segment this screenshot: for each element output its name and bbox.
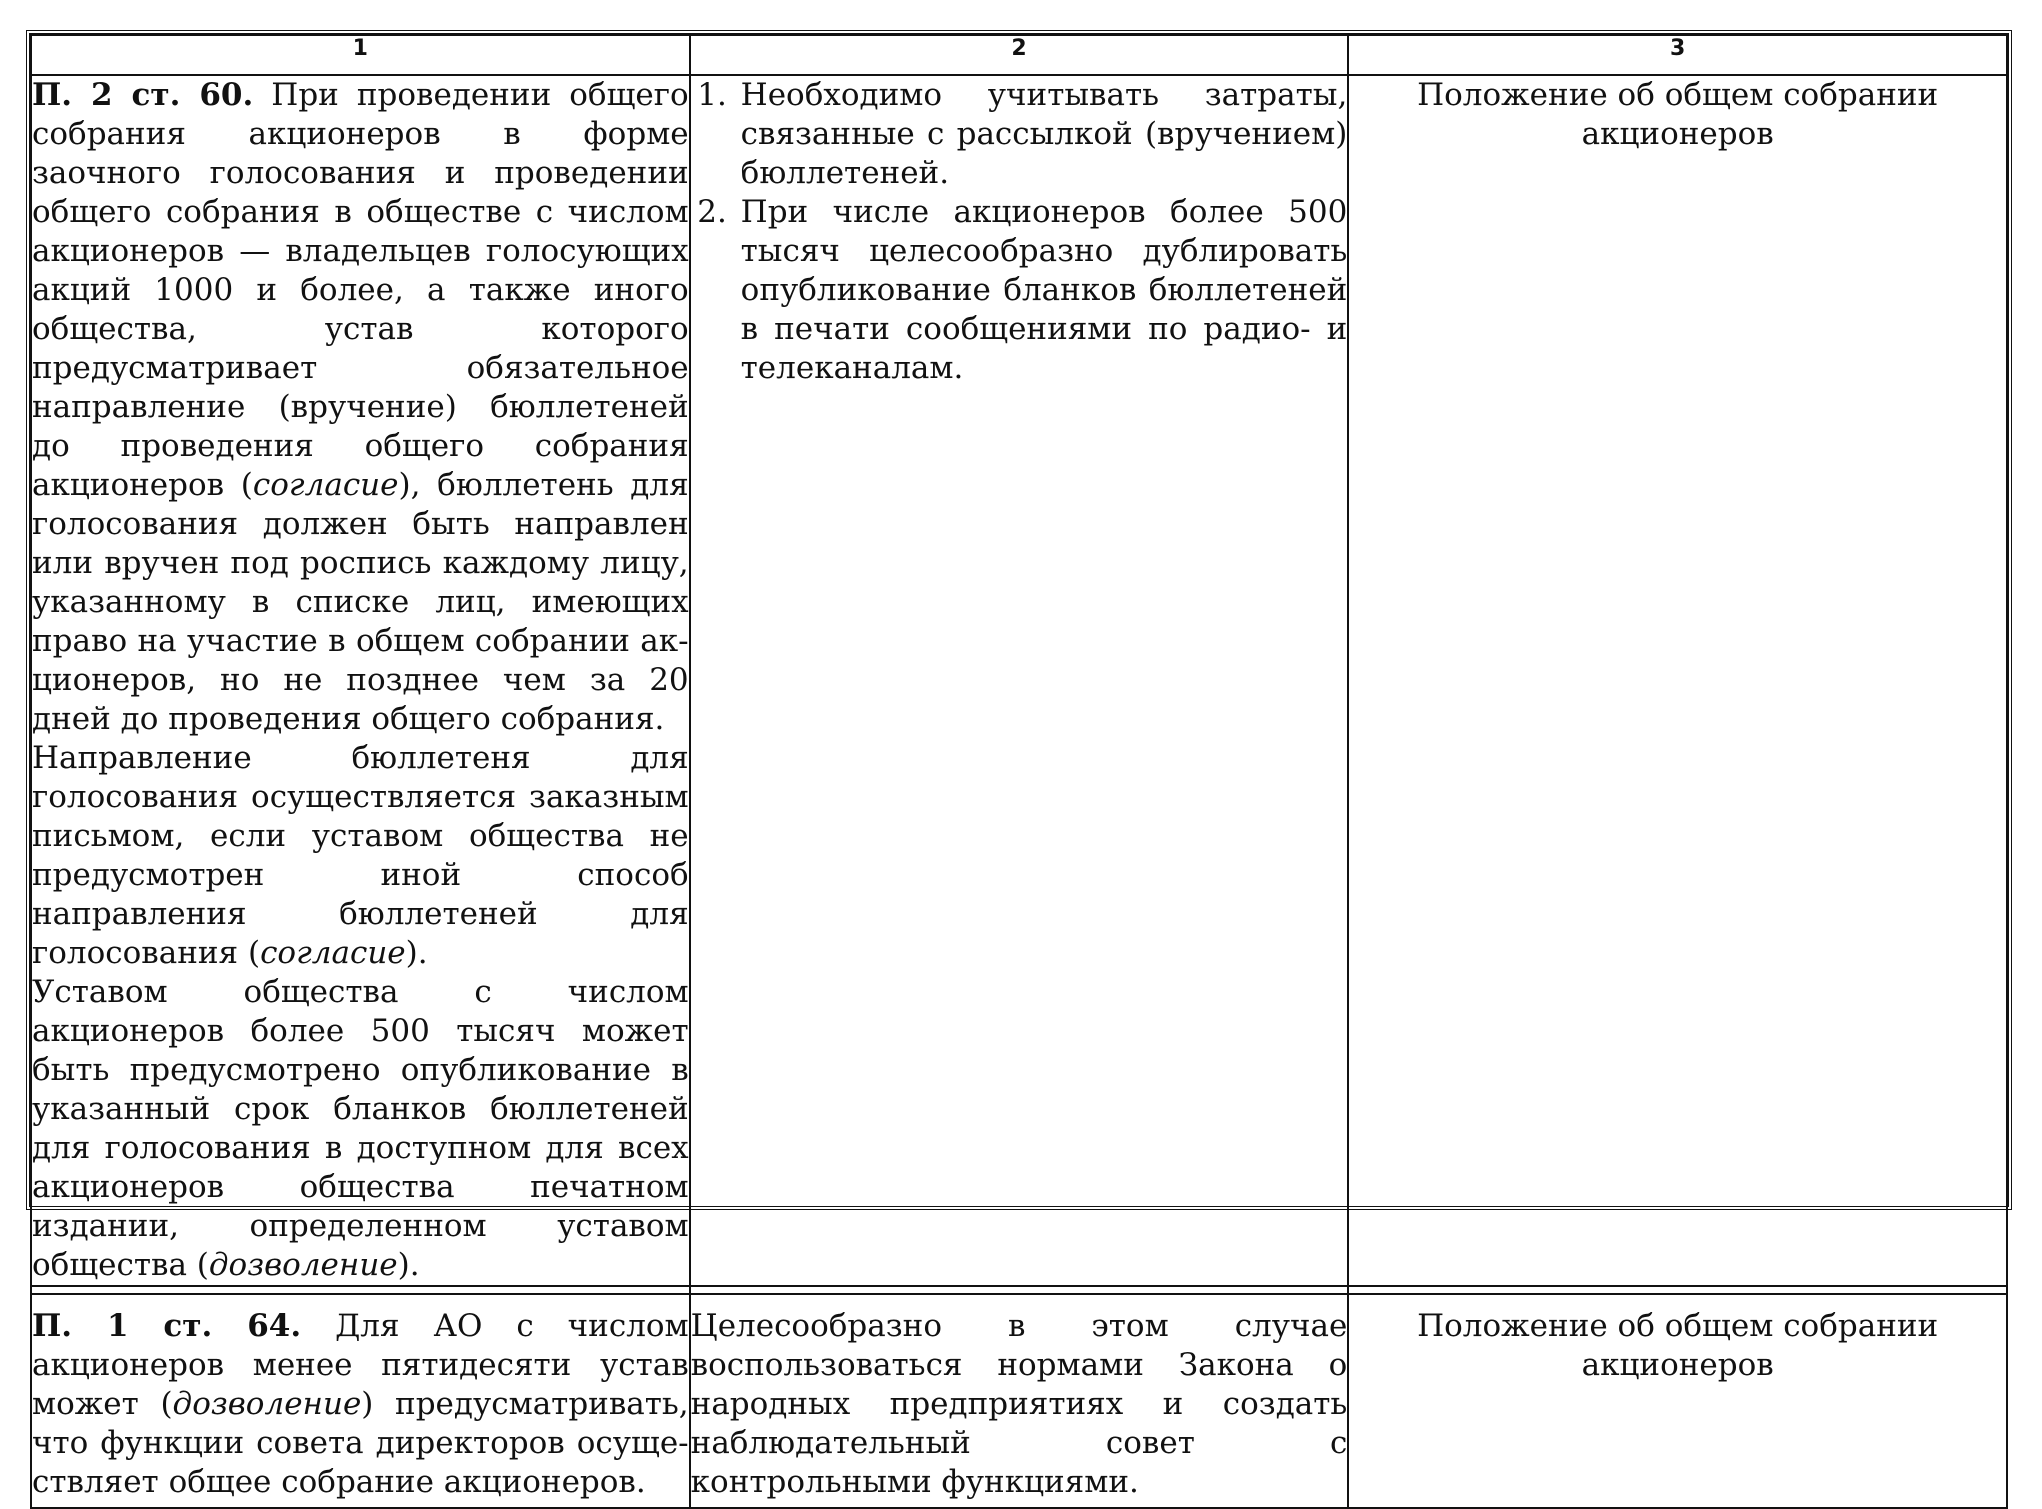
article-text	[32, 1307, 689, 1502]
recommendation-text: Целесообразно в этом случае воспользоваться нормами Закона о народных предприятиях и создать наблюдательный совет с контрольными функциями.	[690, 1308, 1348, 1500]
article-text-run: ).	[397, 1247, 420, 1283]
article-cell	[31, 75, 690, 1286]
recommendation-list	[691, 76, 1348, 388]
article-cell	[31, 1294, 690, 1508]
article-text	[32, 76, 689, 1285]
article-text-run: Для АО с числом акционеров менее пятидесяти устав может (	[32, 1308, 689, 1422]
article-reference: П. 2 ст. 60.	[32, 77, 254, 113]
article-text-run: Уставом общества с числом акционеров более 500 тысяч может быть предусмотрено опубликование в указанный срок бланков бюллетеней для голосования в доступном для всех акционеров общества печатном издании, определенном уставом общества (	[32, 974, 689, 1283]
article-paragraphs	[32, 77, 689, 737]
header-row	[31, 35, 2007, 75]
modality-term: согласие	[252, 467, 399, 503]
modality-term: дозволение	[172, 1386, 362, 1422]
document-table-frame	[26, 30, 2012, 1500]
document-name: Положение об общем собрании акционеров	[1417, 1308, 1939, 1383]
article-text-run: ).	[405, 935, 428, 971]
document-cell	[1348, 75, 2007, 1286]
modality-term: дозволение	[208, 1247, 398, 1283]
article-text-run: ), бюллетень для голосования должен быть направлен или вручен под роспись каждому лицу, указанному в списке лиц, имеющих право на участие в общем собрании акционеров, но не позднее чем за 20 дней до проведения общего собрания.	[32, 467, 689, 737]
recommendation-item: 2. При числе акционеров более 500 тысяч целесообразно дублировать опубликование бланков бюллетеней в печати сообщениями по радио- и телеканалам.	[737, 193, 1348, 388]
column-number-3: 3	[1348, 35, 2007, 75]
article-text-run: Направление бюллетеня для голосования осуществляется заказным письмом, если уставом общества не предусмотрен иной способ направления бюллетеней для голосования (	[32, 740, 689, 971]
article-paragraph	[32, 973, 689, 1285]
modality-term: согласие	[260, 935, 406, 971]
article-text-run: ) предусматривать, что функции совета директоров осуществляет общее собрание акционеров.	[32, 1386, 689, 1500]
table-row	[31, 75, 2007, 1286]
column-number-1: 1	[31, 35, 690, 75]
article-text-run: При проведении общего собрания акционеров в форме заочного голосования и проведении общего собрания в обществе с числом акционеров — владельцев голосующих акций 1000 и более, а также иного общества, устав которого предусматривает обязательное направление (вручение) бюллетеней до проведения общего собрания акционеров (	[32, 77, 689, 503]
recommendation-cell	[690, 1294, 1349, 1508]
norms-table	[30, 34, 2008, 1509]
article-paragraph	[32, 739, 689, 973]
column-number-2: 2	[690, 35, 1349, 75]
recommendation-item: 1. Необходимо учитывать затраты, связанные с рассылкой (вручением) бюллетеней.	[737, 76, 1348, 193]
document-name: Положение об общем собрании акционеров	[1417, 77, 1939, 152]
table-row	[31, 1294, 2007, 1508]
row-divider	[31, 1286, 2007, 1294]
document-cell	[1348, 1294, 2007, 1508]
article-reference: П. 1 ст. 64.	[32, 1308, 302, 1344]
recommendation-cell	[690, 75, 1349, 1286]
